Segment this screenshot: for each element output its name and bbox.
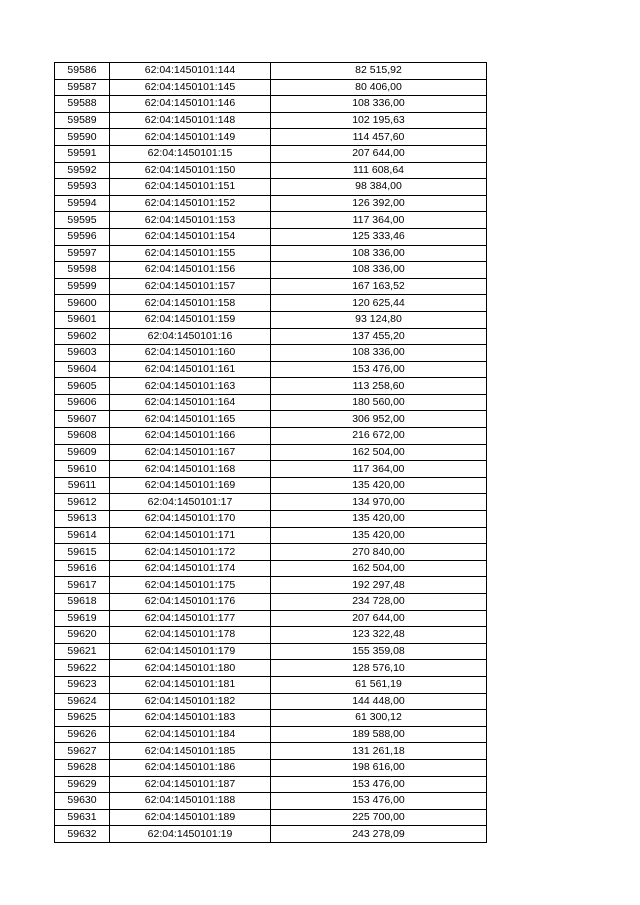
cadastral-number-cell: 62:04:1450101:163 — [110, 378, 271, 395]
cadastral-number-cell: 62:04:1450101:187 — [110, 776, 271, 793]
value-cell: 114 457,60 — [271, 129, 487, 146]
table-row — [55, 394, 487, 411]
cadastral-number-cell: 62:04:1450101:157 — [110, 278, 271, 295]
table-row — [55, 361, 487, 378]
value-cell: 80 406,00 — [271, 79, 487, 96]
cadastral-number-cell: 62:04:1450101:181 — [110, 676, 271, 693]
table-row — [55, 693, 487, 710]
cadastral-number-cell: 62:04:1450101:158 — [110, 295, 271, 312]
row-number-cell: 59609 — [55, 444, 110, 461]
row-number-cell: 59607 — [55, 411, 110, 428]
table-row — [55, 577, 487, 594]
table-row — [55, 494, 487, 511]
table-row — [55, 710, 487, 727]
value-cell: 135 420,00 — [271, 477, 487, 494]
value-cell: 270 840,00 — [271, 544, 487, 561]
value-cell: 207 644,00 — [271, 610, 487, 627]
value-cell: 198 616,00 — [271, 759, 487, 776]
value-cell: 117 364,00 — [271, 212, 487, 229]
cadastral-number-cell: 62:04:1450101:156 — [110, 262, 271, 279]
value-cell: 180 560,00 — [271, 394, 487, 411]
value-cell: 128 576,10 — [271, 660, 487, 677]
value-cell: 102 195,63 — [271, 112, 487, 129]
row-number-cell: 59632 — [55, 826, 110, 843]
cadastral-number-cell: 62:04:1450101:172 — [110, 544, 271, 561]
table-row — [55, 776, 487, 793]
value-cell: 153 476,00 — [271, 793, 487, 810]
table-row — [55, 195, 487, 212]
value-cell: 125 333,46 — [271, 228, 487, 245]
row-number-cell: 59604 — [55, 361, 110, 378]
cadastral-number-cell: 62:04:1450101:145 — [110, 79, 271, 96]
row-number-cell: 59627 — [55, 743, 110, 760]
table-row — [55, 461, 487, 478]
row-number-cell: 59592 — [55, 162, 110, 179]
cadastral-number-cell: 62:04:1450101:176 — [110, 594, 271, 611]
table-row — [55, 411, 487, 428]
row-number-cell: 59603 — [55, 345, 110, 362]
row-number-cell: 59631 — [55, 809, 110, 826]
row-number-cell: 59591 — [55, 145, 110, 162]
cadastral-number-cell: 62:04:1450101:150 — [110, 162, 271, 179]
table-row — [55, 245, 487, 262]
row-number-cell: 59628 — [55, 759, 110, 776]
row-number-cell: 59629 — [55, 776, 110, 793]
table-row — [55, 96, 487, 113]
table-row — [55, 378, 487, 395]
table-row — [55, 676, 487, 693]
row-number-cell: 59625 — [55, 710, 110, 727]
cadastral-number-cell: 62:04:1450101:152 — [110, 195, 271, 212]
row-number-cell: 59599 — [55, 278, 110, 295]
row-number-cell: 59606 — [55, 394, 110, 411]
value-cell: 113 258,60 — [271, 378, 487, 395]
cadastral-number-cell: 62:04:1450101:165 — [110, 411, 271, 428]
value-cell: 243 278,09 — [271, 826, 487, 843]
value-cell: 192 297,48 — [271, 577, 487, 594]
cadastral-number-cell: 62:04:1450101:184 — [110, 726, 271, 743]
cadastral-number-cell: 62:04:1450101:167 — [110, 444, 271, 461]
value-cell: 111 608,64 — [271, 162, 487, 179]
row-number-cell: 59612 — [55, 494, 110, 511]
table-row — [55, 643, 487, 660]
table-row — [55, 544, 487, 561]
cadastral-number-cell: 62:04:1450101:189 — [110, 809, 271, 826]
row-number-cell: 59597 — [55, 245, 110, 262]
cadastral-number-cell: 62:04:1450101:170 — [110, 511, 271, 528]
value-cell: 135 420,00 — [271, 511, 487, 528]
table-row — [55, 527, 487, 544]
value-cell: 153 476,00 — [271, 776, 487, 793]
row-number-cell: 59617 — [55, 577, 110, 594]
cadastral-value-table — [54, 62, 487, 843]
value-cell: 108 336,00 — [271, 245, 487, 262]
table-row — [55, 328, 487, 345]
table-row — [55, 145, 487, 162]
row-number-cell: 59608 — [55, 428, 110, 445]
value-cell: 126 392,00 — [271, 195, 487, 212]
table-row — [55, 560, 487, 577]
cadastral-number-cell: 62:04:1450101:180 — [110, 660, 271, 677]
cadastral-number-cell: 62:04:1450101:171 — [110, 527, 271, 544]
table-row — [55, 627, 487, 644]
cadastral-number-cell: 62:04:1450101:168 — [110, 461, 271, 478]
value-cell: 155 359,08 — [271, 643, 487, 660]
row-number-cell: 59602 — [55, 328, 110, 345]
table-row — [55, 726, 487, 743]
table-row — [55, 444, 487, 461]
cadastral-number-cell: 62:04:1450101:186 — [110, 759, 271, 776]
row-number-cell: 59605 — [55, 378, 110, 395]
row-number-cell: 59610 — [55, 461, 110, 478]
cadastral-number-cell: 62:04:1450101:151 — [110, 179, 271, 196]
row-number-cell: 59618 — [55, 594, 110, 611]
row-number-cell: 59589 — [55, 112, 110, 129]
value-cell: 61 300,12 — [271, 710, 487, 727]
value-cell: 207 644,00 — [271, 145, 487, 162]
value-cell: 131 261,18 — [271, 743, 487, 760]
table-row — [55, 311, 487, 328]
value-cell: 61 561,19 — [271, 676, 487, 693]
value-cell: 108 336,00 — [271, 345, 487, 362]
row-number-cell: 59615 — [55, 544, 110, 561]
cadastral-number-cell: 62:04:1450101:148 — [110, 112, 271, 129]
row-number-cell: 59622 — [55, 660, 110, 677]
row-number-cell: 59587 — [55, 79, 110, 96]
row-number-cell: 59590 — [55, 129, 110, 146]
table-row — [55, 594, 487, 611]
table-row — [55, 212, 487, 229]
value-cell: 162 504,00 — [271, 560, 487, 577]
cadastral-number-cell: 62:04:1450101:188 — [110, 793, 271, 810]
row-number-cell: 59588 — [55, 96, 110, 113]
row-number-cell: 59600 — [55, 295, 110, 312]
table-body — [55, 63, 487, 843]
row-number-cell: 59611 — [55, 477, 110, 494]
cadastral-number-cell: 62:04:1450101:16 — [110, 328, 271, 345]
row-number-cell: 59595 — [55, 212, 110, 229]
table-row — [55, 129, 487, 146]
row-number-cell: 59630 — [55, 793, 110, 810]
value-cell: 82 515,92 — [271, 63, 487, 80]
row-number-cell: 59624 — [55, 693, 110, 710]
cadastral-number-cell: 62:04:1450101:185 — [110, 743, 271, 760]
table-row — [55, 826, 487, 843]
cadastral-number-cell: 62:04:1450101:146 — [110, 96, 271, 113]
cadastral-number-cell: 62:04:1450101:177 — [110, 610, 271, 627]
value-cell: 93 124,80 — [271, 311, 487, 328]
value-cell: 234 728,00 — [271, 594, 487, 611]
value-cell: 108 336,00 — [271, 96, 487, 113]
cadastral-number-cell: 62:04:1450101:175 — [110, 577, 271, 594]
table-row — [55, 660, 487, 677]
row-number-cell: 59623 — [55, 676, 110, 693]
table-row — [55, 610, 487, 627]
cadastral-number-cell: 62:04:1450101:153 — [110, 212, 271, 229]
value-cell: 135 420,00 — [271, 527, 487, 544]
value-cell: 144 448,00 — [271, 693, 487, 710]
row-number-cell: 59586 — [55, 63, 110, 80]
value-cell: 225 700,00 — [271, 809, 487, 826]
row-number-cell: 59620 — [55, 627, 110, 644]
row-number-cell: 59619 — [55, 610, 110, 627]
cadastral-number-cell: 62:04:1450101:17 — [110, 494, 271, 511]
table-row — [55, 79, 487, 96]
table-row — [55, 759, 487, 776]
value-cell: 98 384,00 — [271, 179, 487, 196]
cadastral-number-cell: 62:04:1450101:160 — [110, 345, 271, 362]
row-number-cell: 59593 — [55, 179, 110, 196]
row-number-cell: 59594 — [55, 195, 110, 212]
row-number-cell: 59601 — [55, 311, 110, 328]
table-row — [55, 428, 487, 445]
value-cell: 134 970,00 — [271, 494, 487, 511]
value-cell: 117 364,00 — [271, 461, 487, 478]
table-row — [55, 477, 487, 494]
cadastral-number-cell: 62:04:1450101:154 — [110, 228, 271, 245]
table-row — [55, 63, 487, 80]
row-number-cell: 59621 — [55, 643, 110, 660]
cadastral-number-cell: 62:04:1450101:166 — [110, 428, 271, 445]
cadastral-number-cell: 62:04:1450101:19 — [110, 826, 271, 843]
value-cell: 137 455,20 — [271, 328, 487, 345]
value-cell: 123 322,48 — [271, 627, 487, 644]
cadastral-number-cell: 62:04:1450101:178 — [110, 627, 271, 644]
table-row — [55, 793, 487, 810]
table-row — [55, 162, 487, 179]
cadastral-number-cell: 62:04:1450101:144 — [110, 63, 271, 80]
table-row — [55, 262, 487, 279]
cadastral-number-cell: 62:04:1450101:155 — [110, 245, 271, 262]
table-row — [55, 295, 487, 312]
cadastral-number-cell: 62:04:1450101:183 — [110, 710, 271, 727]
table-row — [55, 743, 487, 760]
value-cell: 216 672,00 — [271, 428, 487, 445]
value-cell: 162 504,00 — [271, 444, 487, 461]
cadastral-number-cell: 62:04:1450101:159 — [110, 311, 271, 328]
cadastral-number-cell: 62:04:1450101:182 — [110, 693, 271, 710]
row-number-cell: 59616 — [55, 560, 110, 577]
cadastral-number-cell: 62:04:1450101:169 — [110, 477, 271, 494]
cadastral-number-cell: 62:04:1450101:15 — [110, 145, 271, 162]
table-row — [55, 228, 487, 245]
value-cell: 306 952,00 — [271, 411, 487, 428]
row-number-cell: 59596 — [55, 228, 110, 245]
value-cell: 108 336,00 — [271, 262, 487, 279]
table-row — [55, 278, 487, 295]
value-cell: 167 163,52 — [271, 278, 487, 295]
table-row — [55, 511, 487, 528]
row-number-cell: 59598 — [55, 262, 110, 279]
value-cell: 153 476,00 — [271, 361, 487, 378]
row-number-cell: 59614 — [55, 527, 110, 544]
table-row — [55, 345, 487, 362]
table-row — [55, 809, 487, 826]
value-cell: 120 625,44 — [271, 295, 487, 312]
cadastral-number-cell: 62:04:1450101:174 — [110, 560, 271, 577]
table-row — [55, 179, 487, 196]
cadastral-number-cell: 62:04:1450101:149 — [110, 129, 271, 146]
table-row — [55, 112, 487, 129]
value-cell: 189 588,00 — [271, 726, 487, 743]
row-number-cell: 59626 — [55, 726, 110, 743]
cadastral-number-cell: 62:04:1450101:164 — [110, 394, 271, 411]
cadastral-number-cell: 62:04:1450101:161 — [110, 361, 271, 378]
row-number-cell: 59613 — [55, 511, 110, 528]
cadastral-number-cell: 62:04:1450101:179 — [110, 643, 271, 660]
